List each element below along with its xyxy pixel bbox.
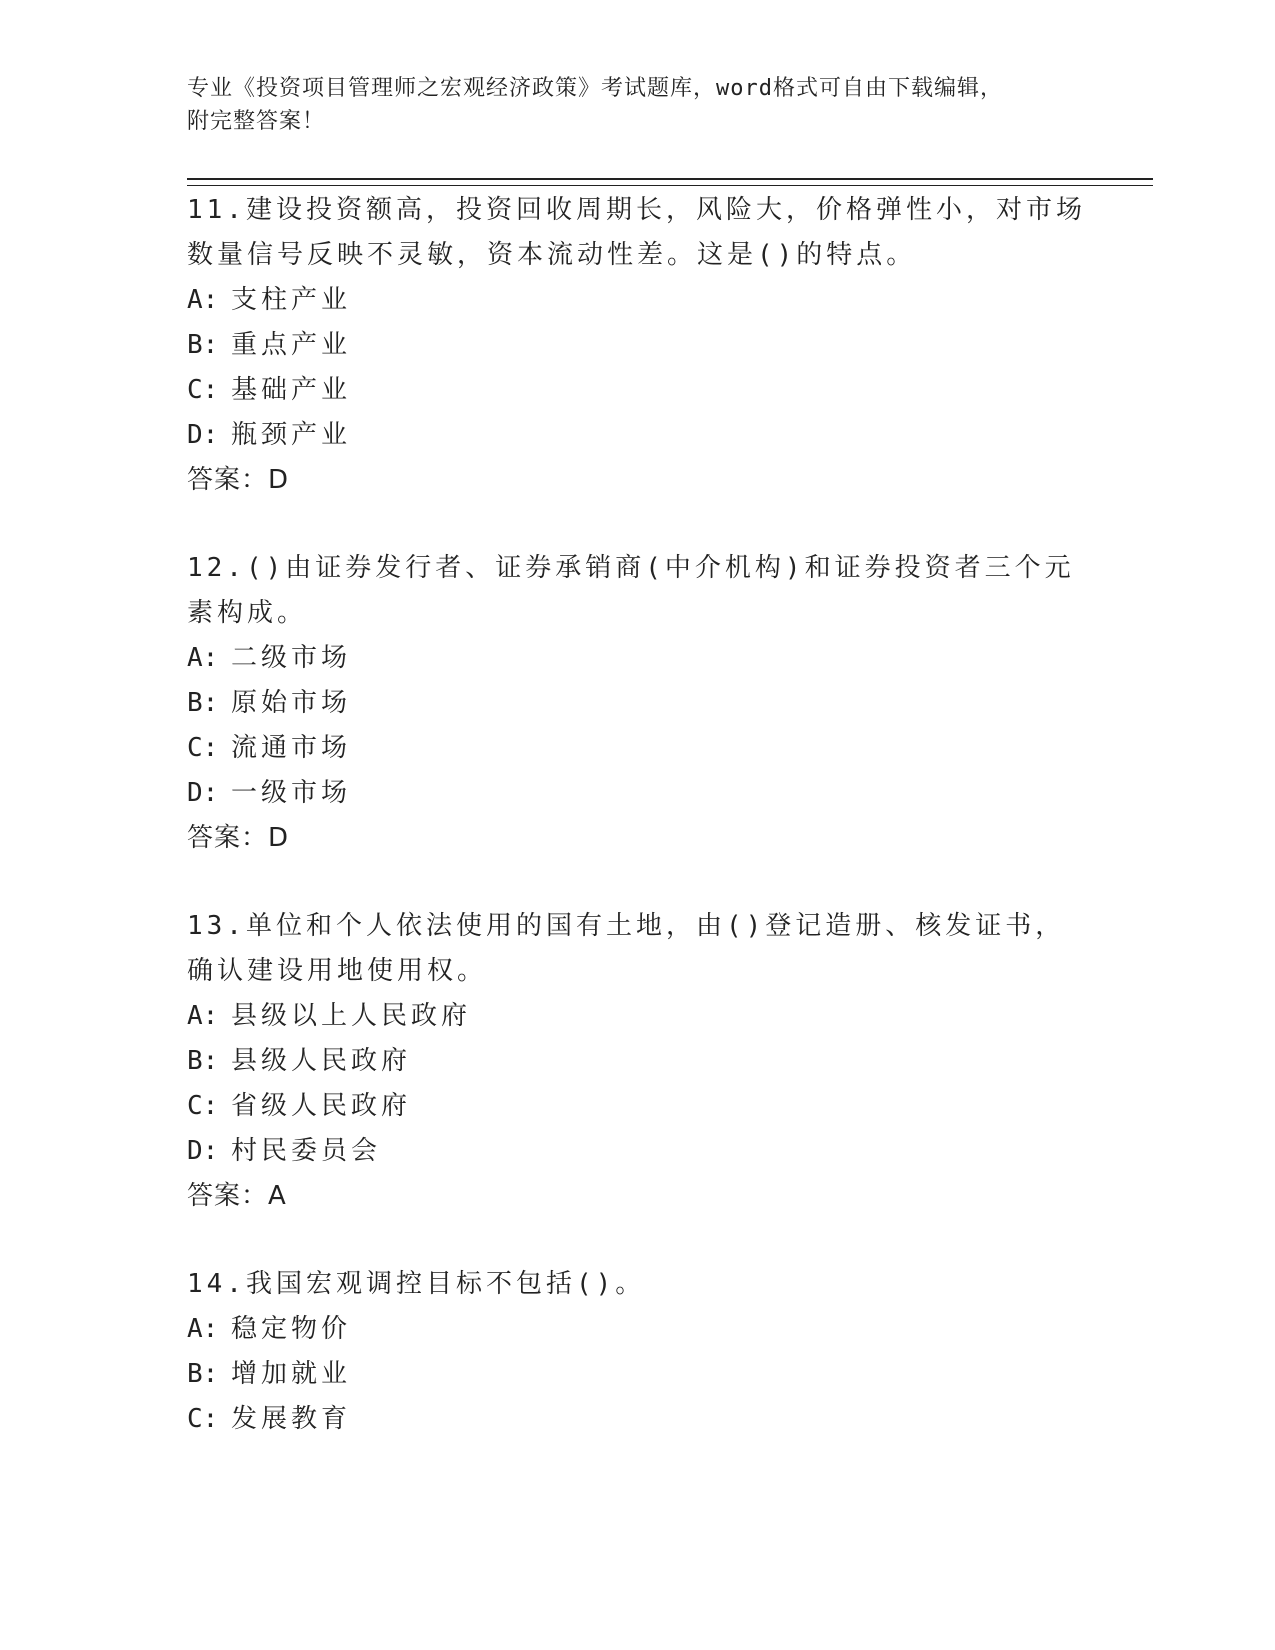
option-key: A:: [187, 1314, 219, 1344]
option-b: [187, 1352, 1087, 1397]
question-text: 12.()由证券发行者、证券承销商(中介机构)和证券投资者三个元素构成。: [187, 553, 1075, 628]
option-c: [187, 726, 1087, 771]
option-b: [187, 681, 1087, 726]
option-b: [187, 1039, 1087, 1084]
question-text: 13.单位和个人依法使用的国有土地，由()登记造册、核发证书，确认建设用地使用权。: [187, 911, 1066, 986]
option-key: A:: [187, 1001, 219, 1031]
option-a: [187, 636, 1087, 681]
option-a: [187, 1307, 1087, 1352]
option-text: 重点产业: [231, 330, 352, 360]
option-key: C:: [187, 375, 219, 405]
option-text: 县级以上人民政府: [231, 1001, 472, 1031]
option-key: A:: [187, 285, 219, 315]
option-c: [187, 368, 1087, 413]
question-list: [187, 188, 1087, 1485]
option-text: 县级人民政府: [231, 1046, 412, 1076]
option-key: B:: [187, 688, 219, 718]
option-key: B:: [187, 1046, 219, 1076]
option-key: C:: [187, 1404, 219, 1434]
option-a: [187, 994, 1087, 1039]
option-text: 村民委员会: [231, 1136, 382, 1166]
option-text: 一级市场: [231, 778, 352, 808]
question-14: [187, 1262, 1087, 1442]
option-text: 基础产业: [231, 375, 352, 405]
option-key: D:: [187, 778, 219, 808]
option-d: [187, 771, 1087, 816]
option-c: [187, 1084, 1087, 1129]
answer-line: 答案：A: [187, 1181, 287, 1211]
option-text: 原始市场: [231, 688, 352, 718]
question-11: [187, 188, 1087, 503]
option-c: [187, 1397, 1087, 1442]
option-key: B:: [187, 330, 219, 360]
question-13: [187, 904, 1087, 1219]
option-text: 瓶颈产业: [231, 420, 352, 450]
option-b: [187, 323, 1087, 368]
option-text: 增加就业: [231, 1359, 352, 1389]
option-key: A:: [187, 643, 219, 673]
header-divider: [187, 178, 1153, 186]
question-12: [187, 546, 1087, 861]
option-a: [187, 278, 1087, 323]
option-key: C:: [187, 1091, 219, 1121]
answer-line: 答案：D: [187, 823, 290, 853]
header-line-2: 附完整答案！: [187, 109, 326, 134]
document-header: [187, 72, 1067, 138]
option-key: C:: [187, 733, 219, 763]
option-text: 发展教育: [231, 1404, 352, 1434]
question-text: 11.建设投资额高，投资回收周期长，风险大，价格弹性小，对市场数量信号反映不灵敏，资本流动性差。这是()的特点。: [187, 195, 1086, 270]
question-text: 14.我国宏观调控目标不包括()。: [187, 1269, 646, 1299]
option-d: [187, 1129, 1087, 1174]
option-text: 稳定物价: [231, 1314, 352, 1344]
option-key: B:: [187, 1359, 219, 1389]
answer-line: 答案：D: [187, 465, 290, 495]
option-text: 省级人民政府: [231, 1091, 412, 1121]
header-line-1: 专业《投资项目管理师之宏观经济政策》考试题库，word格式可自由下载编辑，: [187, 76, 1003, 101]
option-text: 二级市场: [231, 643, 352, 673]
option-text: 流通市场: [231, 733, 352, 763]
option-d: [187, 413, 1087, 458]
option-text: 支柱产业: [231, 285, 352, 315]
option-key: D:: [187, 420, 219, 450]
option-key: D:: [187, 1136, 219, 1166]
